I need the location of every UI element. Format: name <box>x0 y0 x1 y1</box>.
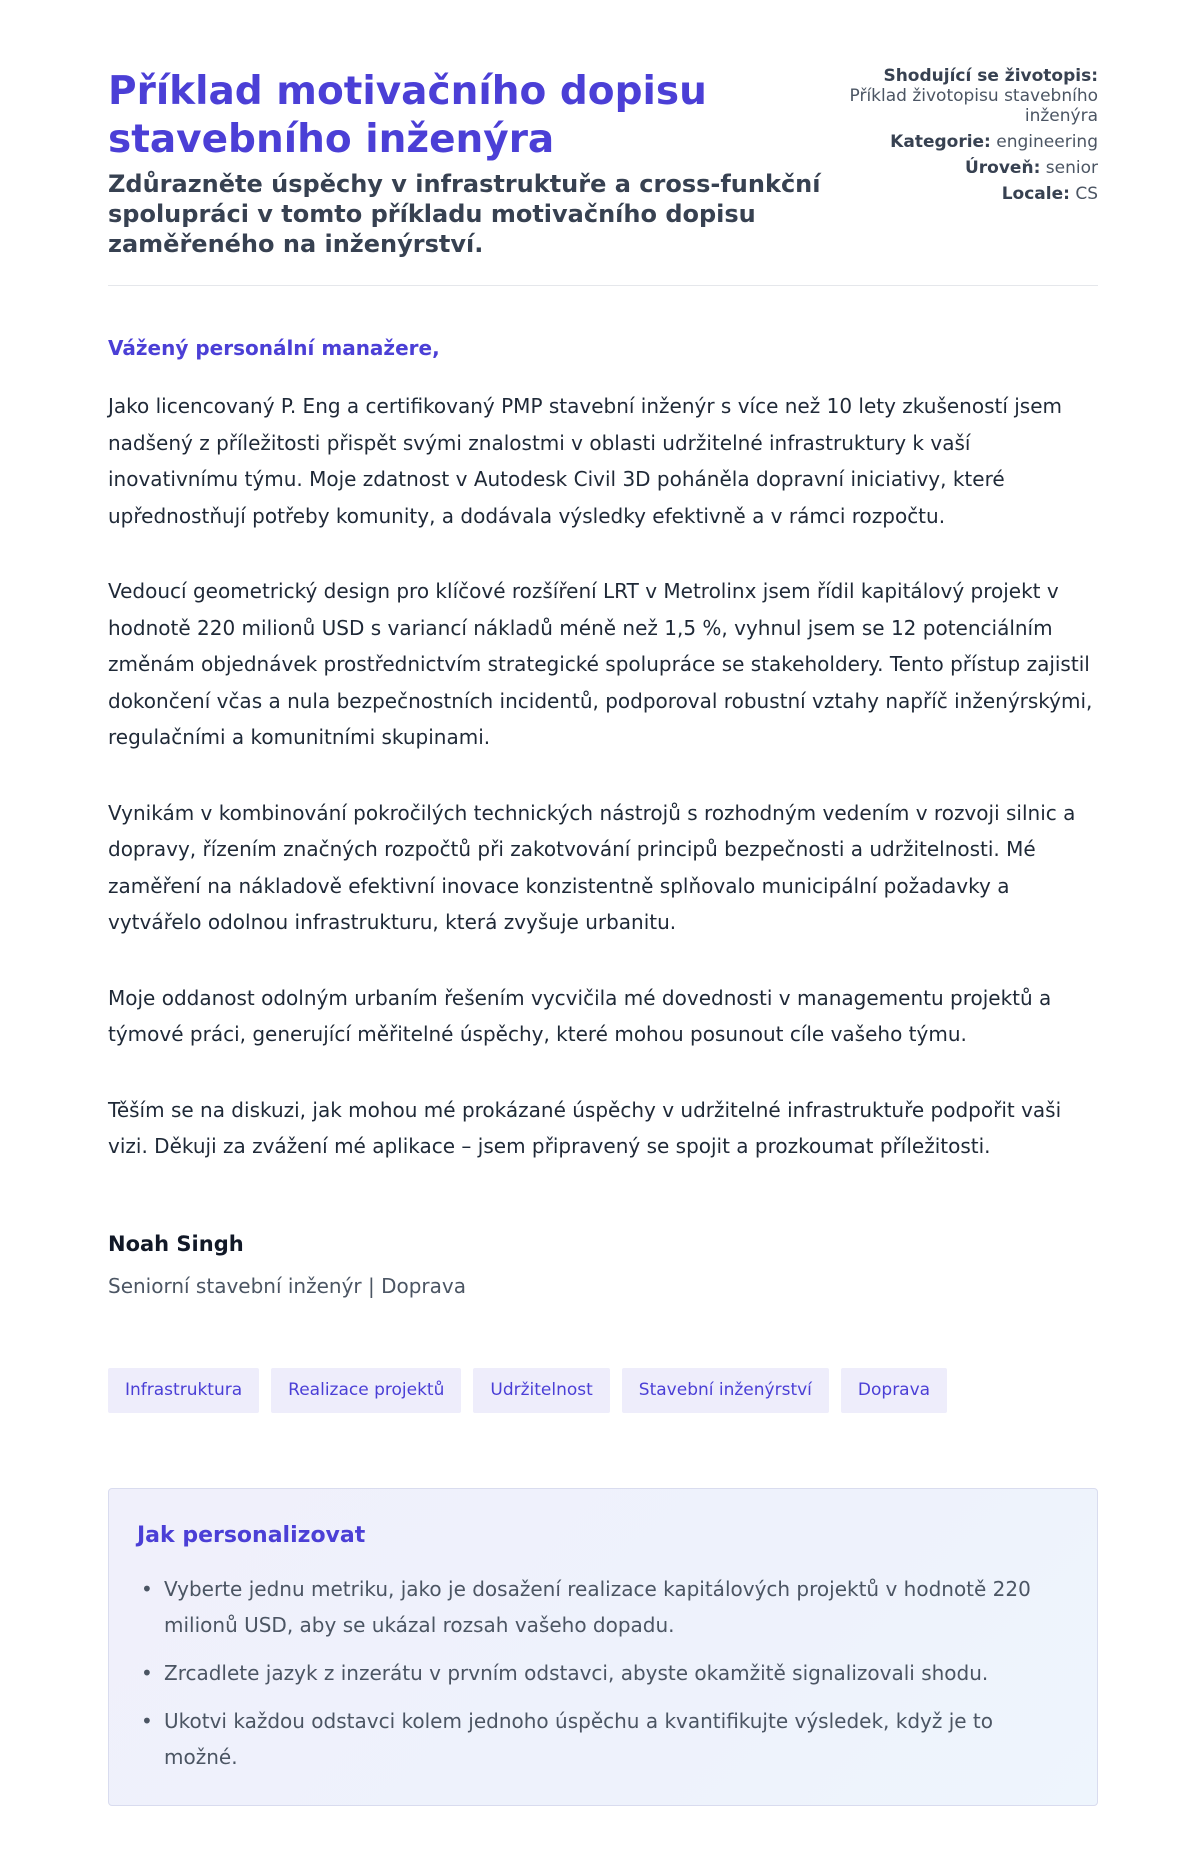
meta-resume <box>838 66 1098 126</box>
tips-item-text: Ukotvi každou odstavci kolem jednoho úspěchu a kvantifikujte výsledek, když je to možné. <box>164 1709 994 1769</box>
tips-item-text: Vyberte jednu metriku, jako je dosažení realizace kapitálových projektů v hodnotě 220 milionů USD, aby se ukázal rozsah vašeho dopadu. <box>164 1577 1031 1637</box>
tag-chip[interactable]: Infrastruktura <box>108 1368 259 1413</box>
meta-category-value: engineering <box>996 132 1098 152</box>
tips-item-text: Zrcadlete jazyk z inzerátu v prvním odstavci, abyste okamžitě signalizovali shodu. <box>164 1661 989 1685</box>
letter-paragraph: Moje oddanost odolným urbaním řešením vycvičila mé dovednosti v managementu projektů a týmové práci, generující měřitelné úspěchy, které mohou posunout cíle vašeho týmu. <box>108 985 1052 1046</box>
title-block <box>108 68 868 259</box>
bullet-icon: • <box>141 1661 153 1685</box>
letter-paragraph: Vynikám v kombinování pokročilých technických nástrojů s rozhodným vedením v rozvoji silnic a dopravy, řízením značných rozpočtů při zakotvování principů bezpečnosti a udržitelnosti. Mé zaměření na nákladově efektivní inovace konzistentně splňovalo municipální požadavky a vytvářelo odolnou infrastrukturu, která zvyšuje urbanitu. <box>108 800 1076 934</box>
meta-category-label: Kategorie: <box>890 132 991 152</box>
page-title: Příklad motivačního dopisu stavebního inženýra <box>108 69 707 162</box>
tips-item <box>137 1703 1067 1775</box>
tips-item <box>137 1655 1067 1691</box>
letter-paragraph: Vedoucí geometrický design pro klíčové rozšíření LRT v Metrolinx jsem řídil kapitálový projekt v hodnotě 220 milionů USD s variancí nákladů méně než 1,5 %, vyhnul jsem se 12 potenciálním změnám objednávek prostřednictvím strategické spolupráce se stakeholdery. Tento přístup zajistil dokončení včas a nula bezpečnostních incidentů, podporoval robustní vztahy napříč inženýrskými, regulačními a komunitními skupinami. <box>108 579 1093 749</box>
tag-list <box>108 1368 947 1413</box>
meta-level <box>838 158 1098 178</box>
bullet-icon: • <box>141 1577 153 1601</box>
tips-item <box>137 1571 1067 1643</box>
letter-paragraph: Těším se na diskuzi, jak mohou mé prokázané úspěchy v udržitelné infrastruktuře podpořit vaši vizi. Děkuji za zvážení mé aplikace – jsem připravený se spojit a prozkoumat příležitosti. <box>108 1097 1062 1158</box>
tag-chip[interactable]: Udržitelnost <box>473 1368 609 1413</box>
page-header <box>108 0 1098 286</box>
signature-block <box>108 1232 466 1298</box>
meta-panel <box>838 66 1098 210</box>
meta-level-label: Úroveň: <box>964 158 1041 178</box>
signature-role: Seniorní stavební inženýr | Doprava <box>108 1274 466 1298</box>
tag-chip[interactable]: Doprava <box>841 1368 947 1413</box>
meta-resume-label: Shodující se životopis: <box>883 66 1098 86</box>
tips-title: Jak personalizovat <box>137 1523 366 1548</box>
meta-locale-label: Locale: <box>1001 184 1070 204</box>
personalize-tips-box <box>108 1488 1098 1806</box>
meta-category <box>838 132 1098 152</box>
meta-resume-link[interactable]: Příklad životopisu stavebního inženýra <box>849 86 1098 126</box>
tips-list <box>137 1571 1067 1787</box>
tag-chip[interactable]: Realizace projektů <box>271 1368 461 1413</box>
letter-paragraph: Jako licencovaný P. Eng a certifikovaný PMP stavební inženýr s více než 10 lety zkušeností jsem nadšený z příležitosti přispět svými znalostmi v oblasti udržitelné infrastruktury k vaší inovativnímu týmu. Moje zdatnost v Autodesk Civil 3D poháněla dopravní iniciativy, které upřednostňují potřeby komunity, a dodávala výsledky efektivně a v rámci rozpočtu. <box>108 394 1063 528</box>
signature-name: Noah Singh <box>108 1232 244 1256</box>
meta-locale-value: CS <box>1075 184 1098 204</box>
cover-letter-page <box>108 0 1098 1769</box>
bullet-icon: • <box>141 1709 153 1733</box>
meta-level-value: senior <box>1045 158 1098 178</box>
page-subtitle: Zdůrazněte úspěchy v infrastruktuře a cross-funkční spolupráci v tomto příkladu motivačního dopisu zaměřeného na inženýrství. <box>108 170 821 258</box>
tag-chip[interactable]: Stavební inženýrství <box>622 1368 829 1413</box>
letter-greeting: Vážený personální manažere, <box>108 336 440 360</box>
letter-body <box>108 388 1098 1204</box>
meta-locale <box>838 184 1098 204</box>
